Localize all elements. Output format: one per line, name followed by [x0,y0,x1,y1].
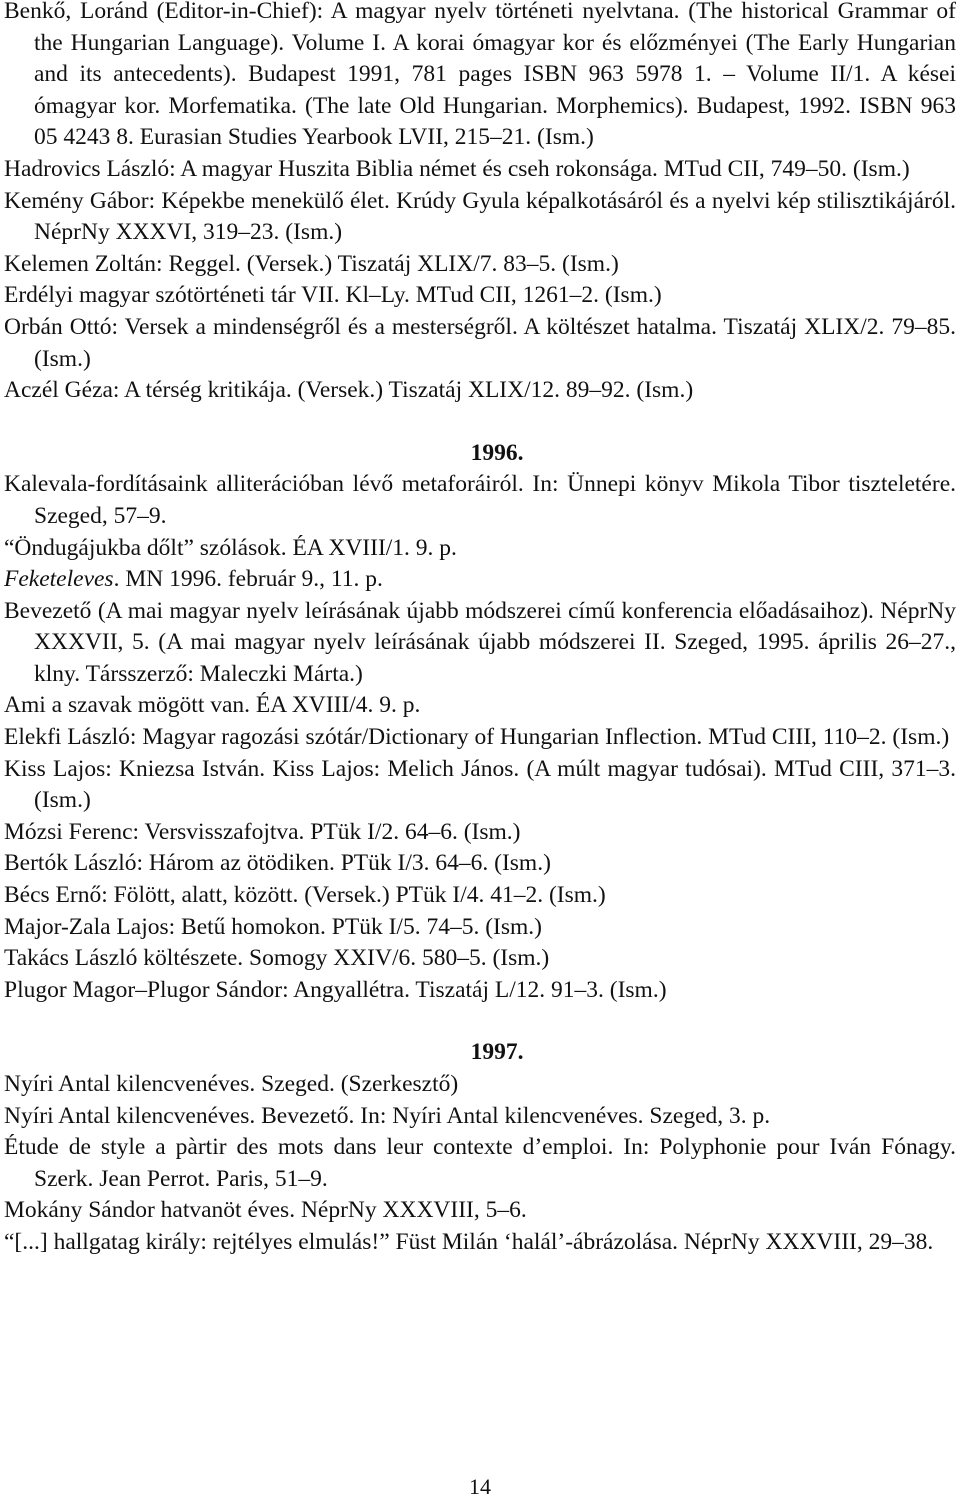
bibliography-entry: Kemény Gábor: Képekbe menekülő élet. Krúdy Gyula képalkotásáról és a nyelvi kép stilisztikájáról. NéprNy XXXVI, 319–23. (Ism.) [4,187,956,246]
bibliography-entry: “Öndugájukba dőlt” szólások. ÉA XVIII/1. 9. p. [4,534,457,561]
entry-list-1997 [4,1069,956,1259]
bibliography-entry: Bertók László: Három az ötödiken. PTük I/3. 64–6. (Ism.) [4,850,551,877]
bibliography-entry: Étude de style a pàrtir des mots dans leur contexte d’emploi. In: Polyphonie pour Iván Fónagy. Szerk. Jean Perrot. Paris, 51–9. [4,1134,956,1192]
bibliography-entry: Nyíri Antal kilencvenéves. Bevezető. In: Nyíri Antal kilencvenéves. Szeged, 3. p. [4,1102,771,1129]
bibliography-entry: Mózsi Ferenc: Versvisszafojtva. PTük I/2. 64–6. (Ism.) [4,818,521,845]
bibliography [4,0,960,1259]
page-number: 14 [469,1474,491,1499]
bibliography-entry: Nyíri Antal kilencvenéves. Szeged. (Szerkesztő) [4,1071,459,1097]
entry-list-prev-year [4,0,956,407]
year-heading-1997: 1997. [470,1039,524,1066]
bibliography-entry: Orbán Ottó: Versek a mindenségről és a mesterségről. A költészet hatalma. Tiszatáj XLIX/2. 79–85. (Ism.) [4,313,956,372]
bibliography-entry: Mokány Sándor hatvanöt éves. NéprNy XXXVIII, 5–6. [4,1197,527,1224]
bibliography-entry: Plugor Magor–Plugor Sándor: Angyallétra. Tiszatáj L/12. 91–3. (Ism.) [4,976,667,1003]
bibliography-entry: Major-Zala Lajos: Betű homokon. PTük I/5. 74–5. (Ism.) [4,913,542,940]
entry-title-italic: Feketeleves [4,566,114,593]
bibliography-entry: Bevezető (A mai magyar nyelv leírásának újabb módszerei című konferencia előadásaihoz). NéprNy XXXVII, 5. (A mai magyar nyelv leírásának újabb módszerei II. Szeged, 1995. április 26–27., klny. Társszerző: Maleczki Márta.) [4,597,956,687]
bibliography-entry: Benkő, Loránd (Editor-in-Chief): A magyar nyelv történeti nyelvtana. (The historical Grammar of the Hungarian Language). Volume I. A korai ómagyar kor és előzményei (The Early Hungarian and its antecedents). Budapest 1991, 781 pages ISBN 963 5978 1. – Volume II/1. A kései ómagyar kor. Morfematika. (The late Old Hungarian. Morphemics). Budapest, 1992. ISBN 963 05 4243 8. Eurasian Studies Yearbook LVII, 215–21. (Ism.) [4,0,956,151]
bibliography-entry: Kelemen Zoltán: Reggel. (Versek.) Tiszatáj XLIX/7. 83–5. (Ism.) [4,250,619,277]
bibliography-entry: Erdélyi magyar szótörténeti tár VII. Kl–Ly. MTud CII, 1261–2. (Ism.) [4,282,662,309]
bibliography-entry: Kiss Lajos: Kniezsa István. Kiss Lajos: Melich János. (A múlt magyar tudósai). MTud CIII, 371–3. (Ism.) [4,755,956,814]
bibliography-entry [4,564,956,596]
bibliography-entry: Elekfi László: Magyar ragozási szótár/Dictionary of Hungarian Inflection. MTud CIII, 110–2. (Ism.) [4,724,950,751]
bibliography-entry: Ami a szavak mögött van. ÉA XVIII/4. 9. p. [4,692,421,719]
entry-rest: . MN 1996. február 9., 11. p. [113,566,383,593]
bibliography-entry: Bécs Ernő: Fölött, alatt, között. (Versek.) PTük I/4. 41–2. (Ism.) [4,882,606,909]
bibliography-entry: “[...] hallgatag király: rejtélyes elmulás!” Füst Milán ‘halál’-ábrázolása. NéprNy XXXVIII, 29–38. [4,1228,934,1255]
bibliography-entry: Hadrovics László: A magyar Huszita Biblia német és cseh rokonsága. MTud CII, 749–50. (Ism.) [4,155,910,182]
year-heading-1996: 1996. [470,439,524,466]
entry-list-1996 [4,469,956,1006]
bibliography-entry: Takács László költészete. Somogy XXIV/6. 580–5. (Ism.) [4,945,550,972]
bibliography-entry: Kalevala-fordításaink alliterációban lévő metaforáiról. In: Ünnepi könyv Mikola Tibor tiszteletére. Szeged, 57–9. [4,471,956,529]
bibliography-entry: Aczél Géza: A térség kritikája. (Versek.) Tiszatáj XLIX/12. 89–92. (Ism.) [4,377,694,404]
